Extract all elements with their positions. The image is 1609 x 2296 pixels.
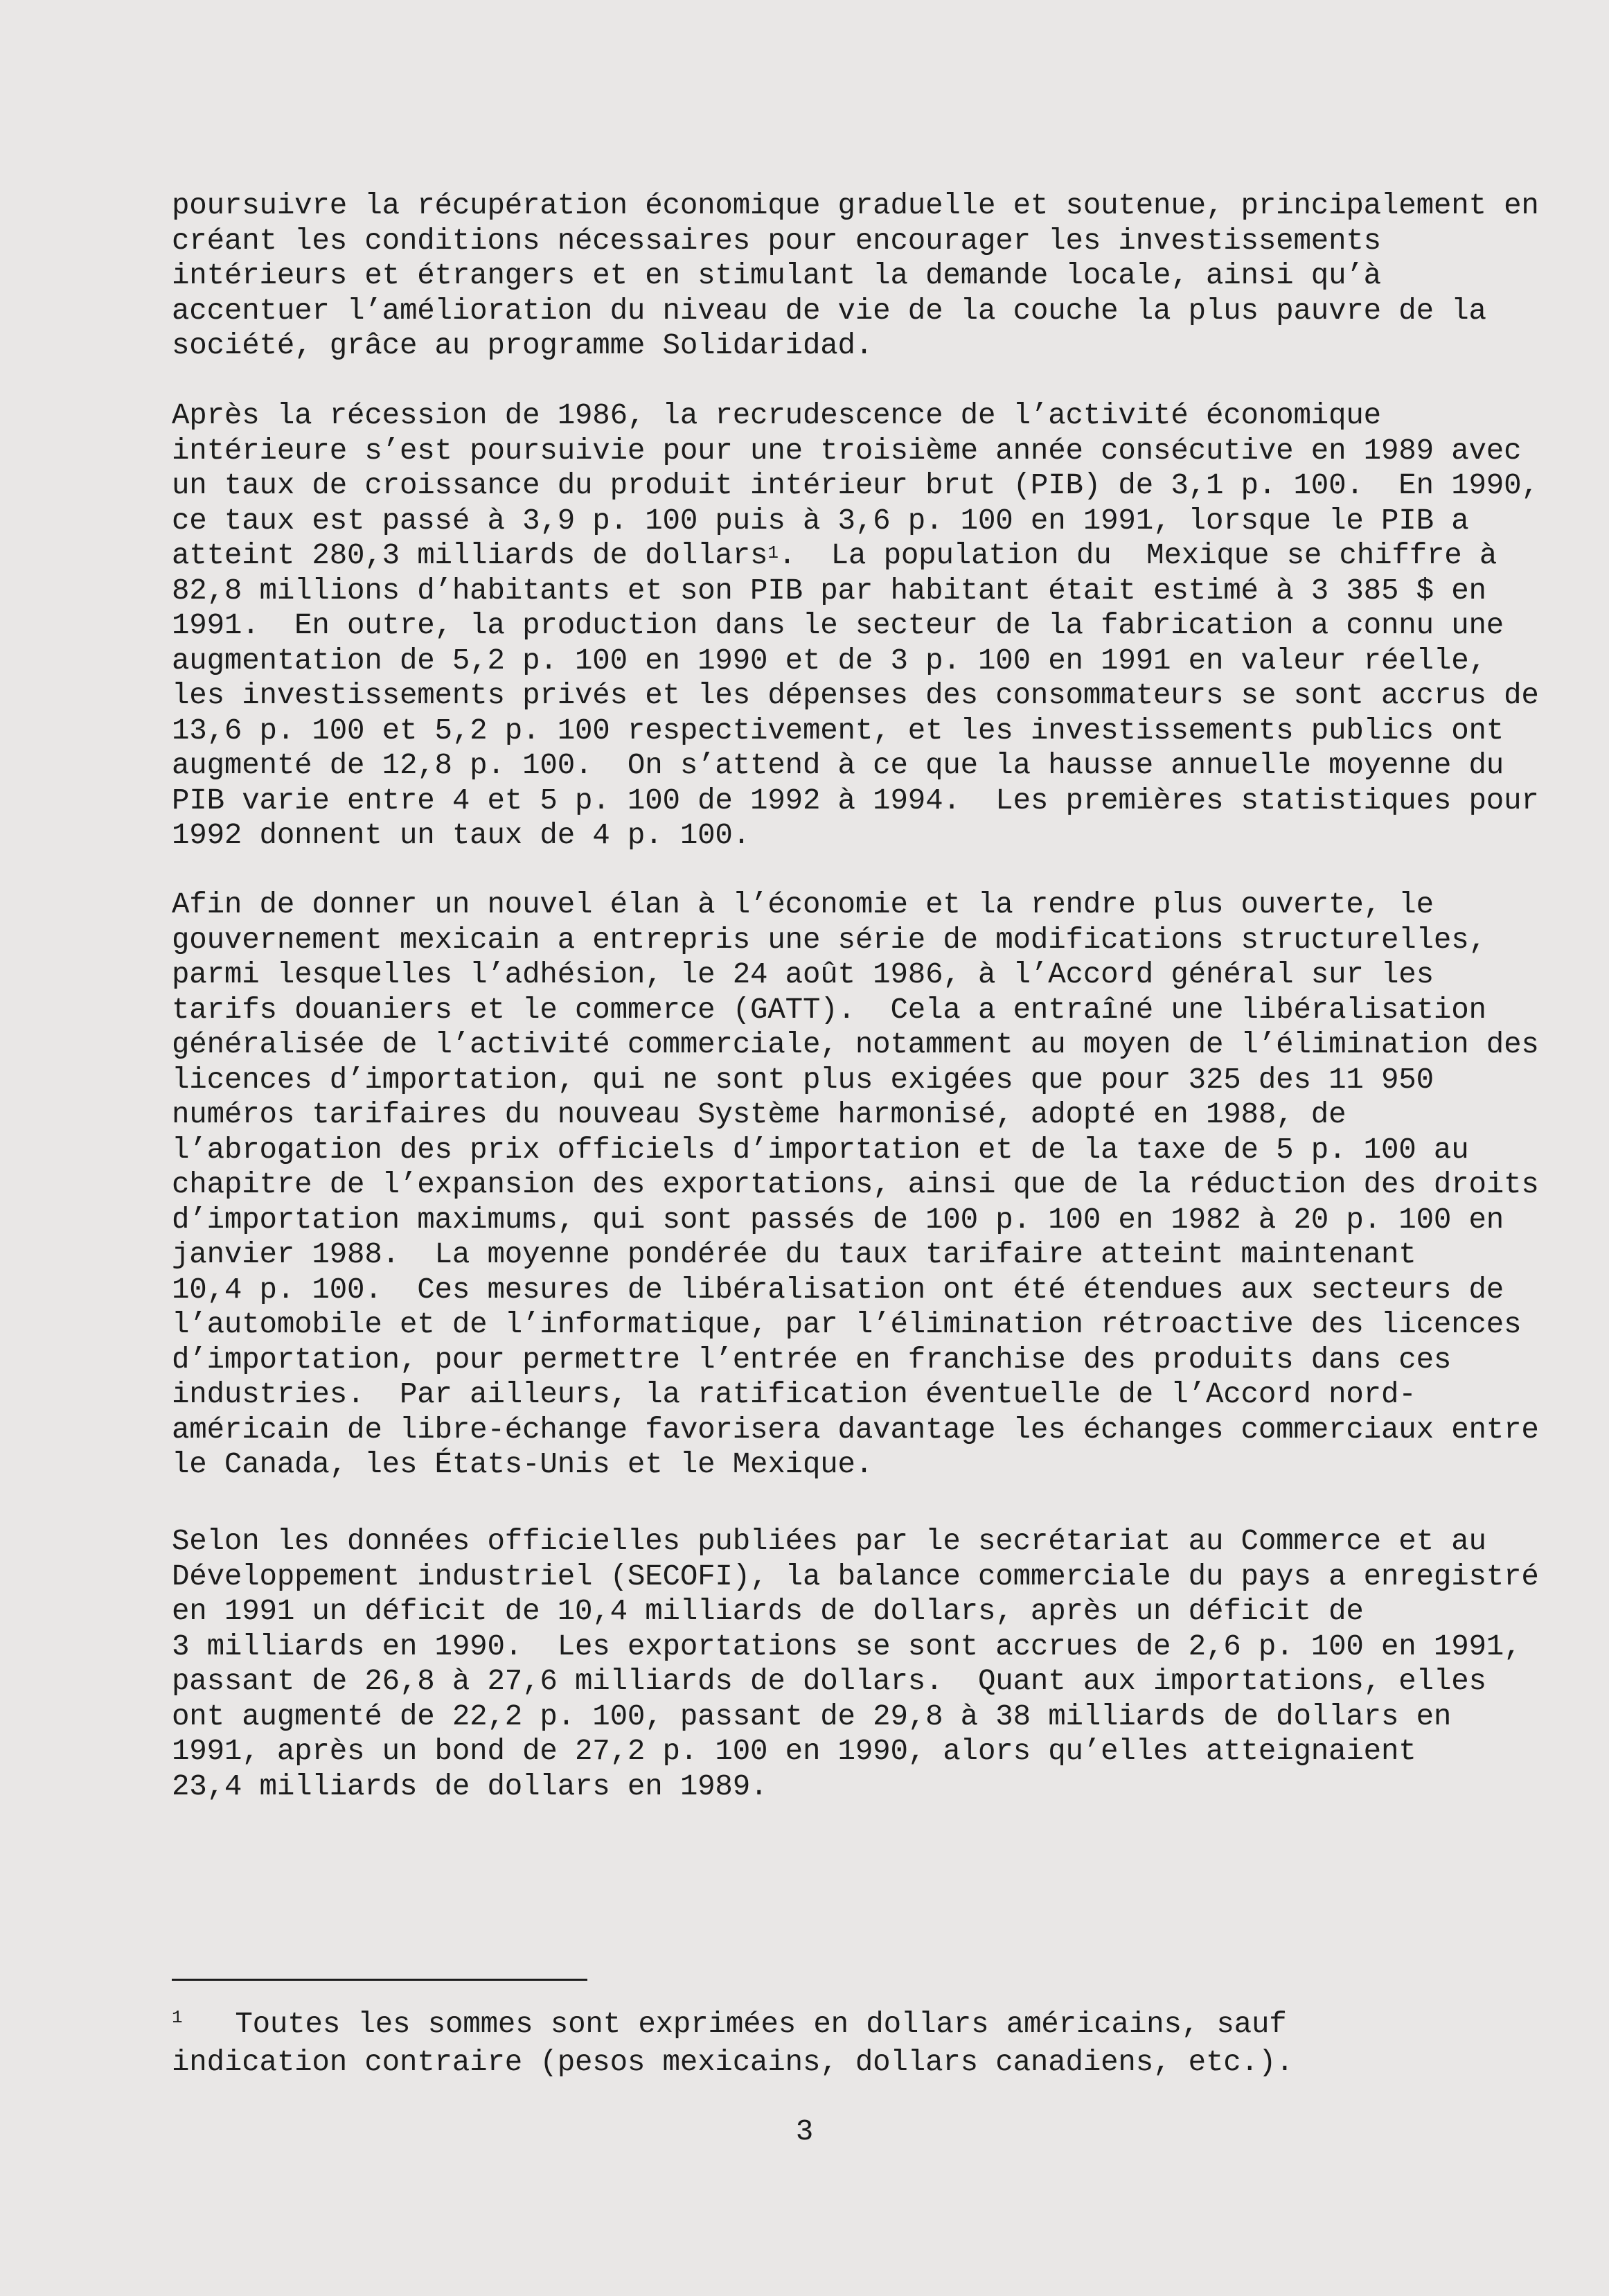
footnote-separator [172,1979,587,1981]
paragraph-line-text: . La population du Mexique se chiffre à [778,539,1497,572]
paragraph-line: industries. Par ailleurs, la ratification éventuelle de l’Accord nord- [172,1378,1416,1411]
paragraph-line: d’importation maximums, qui sont passés de 100 p. 100 en 1982 à 20 p. 100 en [172,1203,1504,1237]
paragraph-line: Selon les données officielles publiées par le secrétariat au Commerce et au [172,1525,1486,1558]
paragraph-line: 10,4 p. 100. Ces mesures de libéralisation ont été étendues aux secteurs de [172,1273,1504,1307]
paragraph-line: janvier 1988. La moyenne pondérée du taux tarifaire atteint maintenant [172,1238,1416,1271]
paragraph-line: américain de libre-échange favorisera davantage les échanges commerciaux entre [172,1413,1539,1447]
paragraph-line: 1991, après un bond de 27,2 p. 100 en 1990, alors qu’elles atteignaient [172,1735,1416,1768]
paragraph-line: d’importation, pour permettre l’entrée en franchise des produits dans ces [172,1343,1452,1377]
paragraph-line: Afin de donner un nouvel élan à l’économie et la rendre plus ouverte, le [172,888,1434,921]
paragraph-4 [172,1524,1552,1804]
paragraph-line: 3 milliards en 1990. Les exportations se sont accrues de 2,6 p. 100 en 1991, [172,1630,1522,1663]
footnote [172,2007,1552,2080]
paragraph-line: Après la récession de 1986, la recrudescence de l’activité économique [172,399,1381,432]
paragraph-line: les investissements privés et les dépenses des consommateurs se sont accrus de [172,679,1539,712]
paragraph-line: intérieurs et étrangers et en stimulant la demande locale, ainsi qu’à [172,259,1381,292]
paragraph-line: numéros tarifaires du nouveau Système harmonisé, adopté en 1988, de [172,1098,1346,1131]
paragraph-line: le Canada, les États-Unis et le Mexique. [172,1448,873,1481]
paragraph-line: 1992 donnent un taux de 4 p. 100. [172,819,751,852]
paragraph-line: ont augmenté de 22,2 p. 100, passant de 29,8 à 38 milliards de dollars en [172,1699,1452,1733]
paragraph-line: l’automobile et de l’informatique, par l’élimination rétroactive des licences [172,1308,1522,1341]
paragraph-line: augmenté de 12,8 p. 100. On s’attend à ce que la hausse annuelle moyenne du [172,749,1504,782]
paragraph-line: chapitre de l’expansion des exportations, ainsi que de la réduction des droits [172,1168,1539,1201]
footnote-marker: 1 [172,2007,183,2028]
paragraph-line: augmentation de 5,2 p. 100 en 1990 et de 3 p. 100 en 1991 en valeur réelle, [172,644,1486,678]
footnote-line-with-marker [172,2007,1552,2045]
page-number: 3 [795,2115,814,2148]
paragraph-3 [172,888,1552,1483]
paragraph-line-text: atteint 280,3 milliards de dollars [172,539,768,572]
paragraph-line: parmi lesquelles l’adhésion, le 24 août 1986, à l’Accord général sur les [172,958,1434,991]
paragraph-line: gouvernement mexicain a entrepris une série de modifications structurelles, [172,923,1486,957]
paragraph-2 [172,398,1552,854]
footnote-reference: 1 [767,542,779,563]
paragraph-1 [172,188,1552,364]
paragraph-line: Développement industriel (SECOFI), la balance commerciale du pays a enregistré [172,1560,1539,1593]
paragraph-line: passant de 26,8 à 27,6 milliards de dollars. Quant aux importations, elles [172,1665,1486,1698]
footnote-line: indication contraire (pesos mexicains, dollars canadiens, etc.). [172,2045,1294,2079]
paragraph-line: en 1991 un déficit de 10,4 milliards de dollars, après un déficit de [172,1595,1364,1628]
paragraph-line: accentuer l’amélioration du niveau de vie de la couche la plus pauvre de la [172,294,1486,328]
paragraph-line: intérieure s’est poursuivie pour une troisième année consécutive en 1989 avec [172,434,1522,468]
paragraph-line: ce taux est passé à 3,9 p. 100 puis à 3,6 p. 100 en 1991, lorsque le PIB a [172,504,1469,538]
paragraph-line: tarifs douaniers et le commerce (GATT). Cela a entraîné une libéralisation [172,993,1486,1027]
paragraph-line: licences d’importation, qui ne sont plus exigées que pour 325 des 11 950 [172,1063,1434,1097]
paragraph-line: l’abrogation des prix officiels d’importation et de la taxe de 5 p. 100 au [172,1133,1469,1167]
paragraph-line: 13,6 p. 100 et 5,2 p. 100 respectivement, et les investissements publics ont [172,714,1504,748]
paragraph-line: créant les conditions nécessaires pour encourager les investissements [172,224,1381,258]
paragraph-line: société, grâce au programme Solidaridad. [172,329,873,362]
footnote-line-text: Toutes les sommes sont exprimées en dollars américains, sauf [182,2008,1287,2041]
paragraph-line: un taux de croissance du produit intérieur brut (PIB) de 3,1 p. 100. En 1990, [172,469,1539,502]
paragraph-line: 82,8 millions d’habitants et son PIB par habitant était estimé à 3 385 $ en [172,574,1486,608]
paragraph-line: généralisée de l’activité commerciale, notamment au moyen de l’élimination des [172,1028,1539,1061]
paragraph-line: 23,4 milliards de dollars en 1989. [172,1769,768,1803]
paragraph-line-with-footnote-ref [172,538,1552,574]
paragraph-line: poursuivre la récupération économique graduelle et soutenue, principalement en [172,189,1539,222]
paragraph-line: PIB varie entre 4 et 5 p. 100 de 1992 à 1994. Les premières statistiques pour [172,784,1539,818]
paragraph-line: 1991. En outre, la production dans le secteur de la fabrication a connu une [172,609,1504,642]
